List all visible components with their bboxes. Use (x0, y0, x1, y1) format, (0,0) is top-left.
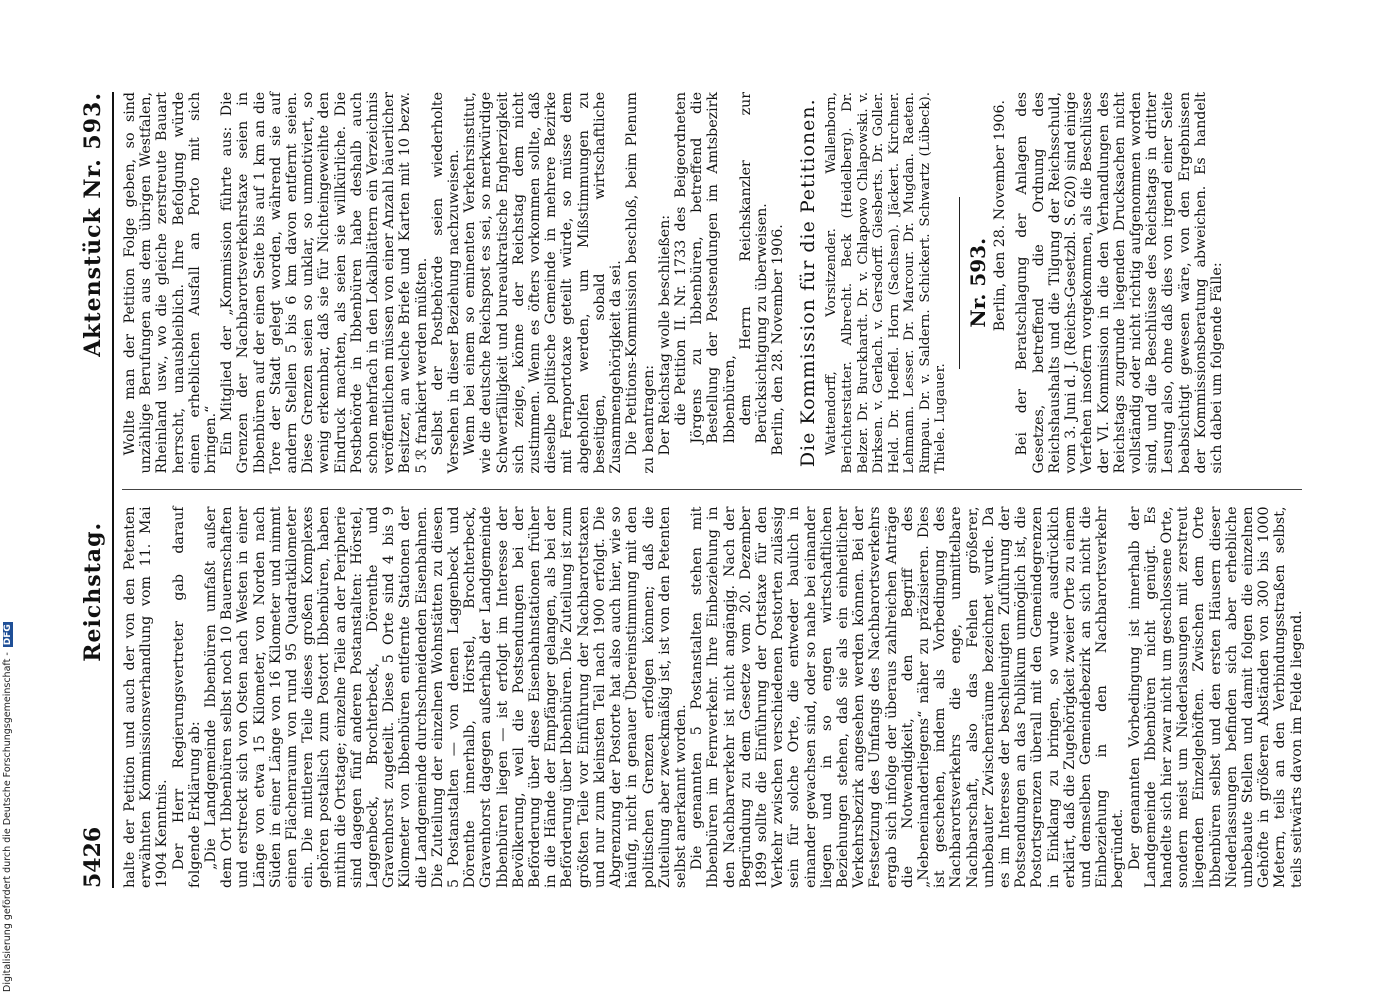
paragraph: Der Reichstag wolle beschließen: (656, 214, 673, 456)
text-columns (122, 92, 1305, 888)
left-column (122, 506, 1305, 889)
column-divider (122, 490, 1302, 491)
paragraph: Ein Mitglied der „Kommission führte aus: Die Grenzen der Nachbarortsverkehrstaxe seien in Ibbenbüren auf der einen Seite bis auf 1 km an die Tore der Stadt gelegt worden, während sie auf andern Stellen 5 bis 6 km davon entfernt seien. Diese Grenzen seien so unklar, so unmotiviert, so wenig erkennbar, daß sie für Nichteingeweihte den Eindruck machten, als seien sie willkürliche. Die Postbehörde in Ibbenbüren habe deshalb auch schon mehrfach in den Lokalblättern ein Verzeichnis veröffentlichen müssen von einer Anzahl bäuerlicher Besitzer, an welche Briefe und Karten mit 10 bezw. 5 ℛ frankiert werden müßten. (219, 92, 430, 474)
document-number: Aktenstück Nr. 593. (80, 92, 106, 357)
paragraph: Die Petitions-Kommission beschloß, beim Plenum zu beantragen: (624, 92, 657, 474)
page-number: 5426 (80, 826, 106, 888)
paragraph: Selbst der Postbehörde seien wiederholte Versehen in dieser Beziehung nachzuweisen. (429, 92, 463, 474)
paragraph: Wollte man der Petition Folge geben, so sind unzählige Berufungen aus dem übrigen Westfalen, Rheinland usw., wo die gleiche zerstreute Bauart herrscht, unausbleiblich. Ihre Befolgung würde einen erheblichen Ausfall an Porto mit sich bringen.“ (122, 92, 220, 474)
paragraph: „Die Landgemeinde Ibbenbüren umfaßt außer dem Ort Ibbenbüren selbst noch 10 Bauernschaften und erstreckt sich von Osten nach Westen in einer Länge von etwa 15 Kilometer, von Norden nach Süden in einer Länge von 16 Kilometer und nimmt einen Flächenraum von rund 95 Quadratkilometer ein. Die mittleren Teile dieses großen Komplexes gehören postalisch zum Postort Ibbenbüren, haben mithin die Ortstage; einzelne Teile an der Peripherie sind dagegen fünf anderen Postanstalten: Hörstel, Laggenbeck, Brochterbeck, Dörenthe und Gravenhorst zugeteilt. Diese 5 Orte sind 4 bis 9 Kilometer von Ibbenbüren entfernte Stationen der die Landgemeinde durchschneidenden Eisenbahnen. Die Zuteilung der einzelnen Wohnstätten zu diesen 5 Postanstalten — von denen Laggenbeck und Dörenthe innerhalb, Hörstel, Brochterbeck, Gravenhorst dagegen außerhalb der Landgemeinde Ibbenbüren liegen — ist erfolgt im Interesse der Bevölkerung, weil die Postsendungen bei der Beförderung über diese Eisenbahnstationen früher in die Hände der Empfänger gelangen, als bei der Beförderung über Ibbenbüren. Die Zuteilung ist zum größten Teile vor Einführung der Nachbarortstaxen und nur zum kleinsten Teil nach 1900 erfolgt. Die Abgrenzung der Postorte hat also auch hier, wie so häufig, nicht in genauer Übereinstimmung mit den politischen Grenzen erfolgen können; daß die Zuteilung aber zweckmäßig ist, ist von den Petenten selbst anerkannt worden. (203, 506, 689, 888)
dateline: Berlin, den 28. November 1906. (992, 100, 1009, 332)
paragraph: Der Herr Regierungsvertreter gab darauf folgende Erklärung ab: (170, 506, 203, 888)
paragraph: Die genannten 5 Postanstalten stehen mit Ibbenbüren im Fernverkehr. Ihre Einbeziehung in den Nachbarverkehr ist nicht angängig. Nach der Begründung zu dem Gesetze vom 20. Dezember 1899 sollte die Einführung der Ortstaxe für den Verkehr zwischen verschiedenen Postorten zulässig sein für solche Orte, die entweder baulich in einander gewachsen sind, oder so nahe bei einander liegen und in so engen wirtschaftlichen Beziehungen stehen, daß sie als ein einheitlicher Verkehrsbezirk angesehen werden können. Bei der Festsetzung des Umfangs des Nachbarortsverkehrs ergab sich infolge der überaus zahlreichen Anträge die Notwendigkeit, den Begriff des „Nebeneinanderliegens“ näher zu präzisieren. Dies ist geschehen, indem als Vorbedingung des Nachbarortsverkehrs die enge, unmittelbare Nachbarschaft, also das Fehlen größerer, unbebauter Zwischenräume bezeichnet wurde. Da es im Interesse der beschleunigten Zuführung der Postsendungen an das Publikum unmöglich ist, die Postortsgrenzen überall mit den Gemeindegrenzen in Einklang zu bringen, so wurde ausdrücklich erklärt, daß die Zugehörigkeit zweier Orte zu einem und demselben Gemeindebezirk an sich nicht die Einbeziehung in den Nachbarortsverkehr begründet. (689, 506, 1127, 888)
motion-text: die Petition II. Nr. 1733 des Beigeordneten Jörgens zu Ibbenbüren, betreffend die Bestellung der Postsendungen im Amtsbezirk Ibbenbüren, (672, 92, 738, 444)
commission-members: Wattendorff, Vorsitzender. Wallenborn, Berichterstatter. Albrecht. Beck (Heidelberg). Dr. Belzer. Dr. Burckhardt. Dr. v. Chlapowo Chlapowski. v. Dirksen. v. Gerlach. v. Gersdorff. Giesberts. Dr. Goller. Held. Dr. Hoeffel. Horn (Sachsen). Jäckert. Kirchner. Lehmann. Lesser. Dr. Marcour. Dr. Mugdan. Raeten. Rimpau. Dr. v. Saldern. Schickert. Schwartz (Lübeck). Thiele. Lugauer. (824, 92, 949, 474)
paragraph: Der genannten Vorbedingung ist innerhalb der Landgemeinde Ibbenbüren nicht genügt. Es handelte sich hier zwar nicht um geschlossene Orte, sondern meist um Niederlassungen mit zerstreut liegenden Einzelgehöften. Zwischen dem Orte Ibbenbüren selbst und den ersten Häusern dieser Niederlassungen befinden sich aber erhebliche unbebaute Stellen und damit folgen die einzelnen Gehöfte in größeren Abständen von 300 bis 1000 Metern, teils an den Verbindungsstraßen selbst, teils seitwärts davon im Felde liegend. (1126, 506, 1305, 888)
section-number-heading: Nr. 593. (966, 237, 991, 328)
running-title: Reichstag. (80, 521, 106, 662)
paragraph: Wenn bei einem so eminenten Verkehrsinstitut, wie die deutsche Reichspost es sei, so merkwürdige Schwerfälligkeit und bureaukratische Engherzigkeit sich zeige, könne der Reichstag dem nicht zustimmen. Wenn es öfters vorkommen sollte, daß dieselbe politische Gemeinde in mehrere Bezirke mit Fernportotaxe geteilt würde, so müsse dem abgeholfen werden, um Mißstimmungen zu beseitigen, sobald wirtschaftliche Zusammengehörigkeit da sei. (462, 92, 625, 474)
dfg-logo: DFG (3, 624, 13, 646)
commission-title: Die Kommission für die Petitionen. (797, 98, 820, 468)
paragraph: Bei der Beratschlagung der Anlagen des Gesetzes, betreffend die Ordnung des Reichshaushalts und die Tilgung der Reichsschuld, vom 3. Juni d. J. (Reichs-Gesetzbl. S. 620) sind einige Verfehen insofern vorgekommen, als die Beschlüsse der VI. Kommission in die den Verhandlungen des Reichstags zugrunde liegenden Drucksachen nicht vollständig oder nicht richtig aufgenommen worden sind, und die Beschlüsse des Reichstags in dritter Lesung also, ohne daß dies von irgend einer Seite beabsichtigt gewesen wäre, von den Ergebnissen der Kommissionsberatung abweichen. Es handelt sich dabei um folgende Fälle: (1014, 92, 1225, 474)
dateline: Berlin, den 28. November 1906. (770, 224, 787, 456)
right-column (122, 92, 1302, 474)
separator-rule (959, 197, 960, 369)
digitization-credit (2, 0, 13, 1000)
credit-text: Digitalisierung gefördert durch die Deutsche Forschungsgemeinschaft - (2, 652, 13, 992)
motion-text: dem Herrn Reichskanzler zur Berücksichtigung zu überweisen. (737, 92, 770, 444)
page-header (80, 92, 114, 888)
paragraph: halte der Petition und auch der von den Petenten erwähnten Kommissionsverhandlung vom 11. Mai 1904 Kenntnis. (122, 506, 171, 888)
